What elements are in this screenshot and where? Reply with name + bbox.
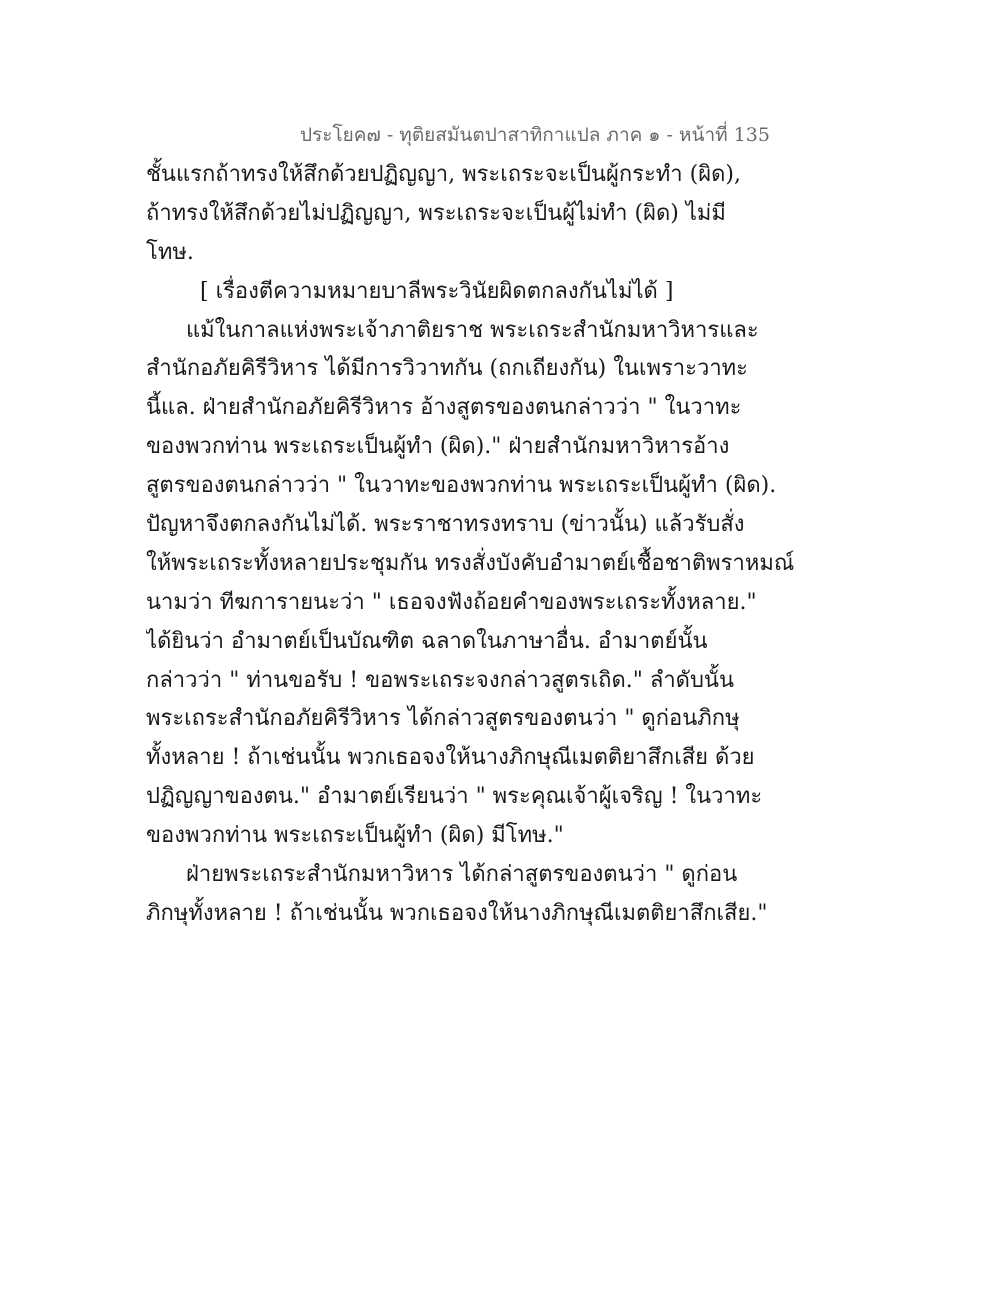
text-line: ถ้าทรงให้สึกด้วยไม่ปฏิญญา, พระเถระจะเป็นผู้ไม่ทำ (ผิด) ไม่มี: [146, 200, 726, 226]
text-line: ภิกษุทั้งหลาย ! ถ้าเช่นนั้น พวกเธอจงให้นางภิกษุณีเมตติยาสึกเสีย.": [146, 900, 768, 926]
text-line: พระเถระสำนักอภัยคิรีวิหาร ได้กล่าวสูตรของตนว่า " ดูก่อนภิกษุ: [146, 706, 740, 732]
body-text: [146, 156, 866, 934]
text-line: ของพวกท่าน พระเถระเป็นผู้ทำ (ผิด)." ฝ่ายสำนักมหาวิหารอ้าง: [146, 434, 730, 460]
text-line: ของพวกท่าน พระเถระเป็นผู้ทำ (ผิด) มีโทษ.": [146, 823, 564, 849]
paragraph-start: ฝ่ายพระเถระสำนักมหาวิหาร ได้กล่าสูตรของตนว่า " ดูก่อน: [186, 862, 738, 888]
text-line: ให้พระเถระทั้งหลายประชุมกัน ทรงสั่งบังคับอำมาตย์เชื้อชาติพราหมณ์: [146, 550, 795, 576]
text-line: ได้ยินว่า อำมาตย์เป็นบัณฑิต ฉลาดในภาษาอื่น. อำมาตย์นั้น: [146, 628, 708, 654]
text-line: ปัญหาจึงตกลงกันไม่ได้. พระราชาทรงทราบ (ข่าวนั้น) แล้วรับสั่ง: [146, 512, 745, 538]
text-line: ปฏิญญาของตน." อำมาตย์เรียนว่า " พระคุณเจ้าผู้เจริญ ! ในวาทะ: [146, 784, 763, 810]
running-header: ประโยค๗ - ทุติยสมันตปาสาทิกาแปล ภาค ๑ - หน้าที่ 135: [300, 124, 770, 146]
text-line: ทั้งหลาย ! ถ้าเช่นนั้น พวกเธอจงให้นางภิกษุณีเมตติยาสึกเสีย ด้วย: [146, 745, 755, 771]
section-heading: [ เรื่องตีความหมายบาลีพระวินัยผิดตกลงกันไม่ได้ ]: [200, 278, 674, 304]
text-line: สำนักอภัยคิรีวิหาร ได้มีการวิวาทกัน (ถกเถียงกัน) ในเพราะวาทะ: [146, 356, 749, 382]
text-line: นามว่า ทีฆการายนะว่า " เธอจงฟังถ้อยคำของพระเถระทั้งหลาย.": [146, 589, 757, 615]
text-line: สูตรของตนกล่าวว่า " ในวาทะของพวกท่าน พระเถระเป็นผู้ทำ (ผิด).: [146, 473, 777, 499]
paragraph-start: แม้ในกาลแห่งพระเจ้าภาติยราช พระเถระสำนักมหาวิหารและ: [186, 317, 759, 343]
text-line: ชั้นแรกถ้าทรงให้สึกด้วยปฏิญญา, พระเถระจะเป็นผู้กระทำ (ผิด),: [146, 162, 741, 187]
text-line: นี้แล. ฝ่ายสำนักอภัยคิรีวิหาร อ้างสูตรของตนกล่าวว่า " ในวาทะ: [146, 395, 742, 421]
text-line: กล่าวว่า " ท่านขอรับ ! ขอพระเถระจงกล่าวสูตรเถิด." ลำดับนั้น: [146, 667, 735, 693]
text-line: โทษ.: [146, 239, 194, 265]
